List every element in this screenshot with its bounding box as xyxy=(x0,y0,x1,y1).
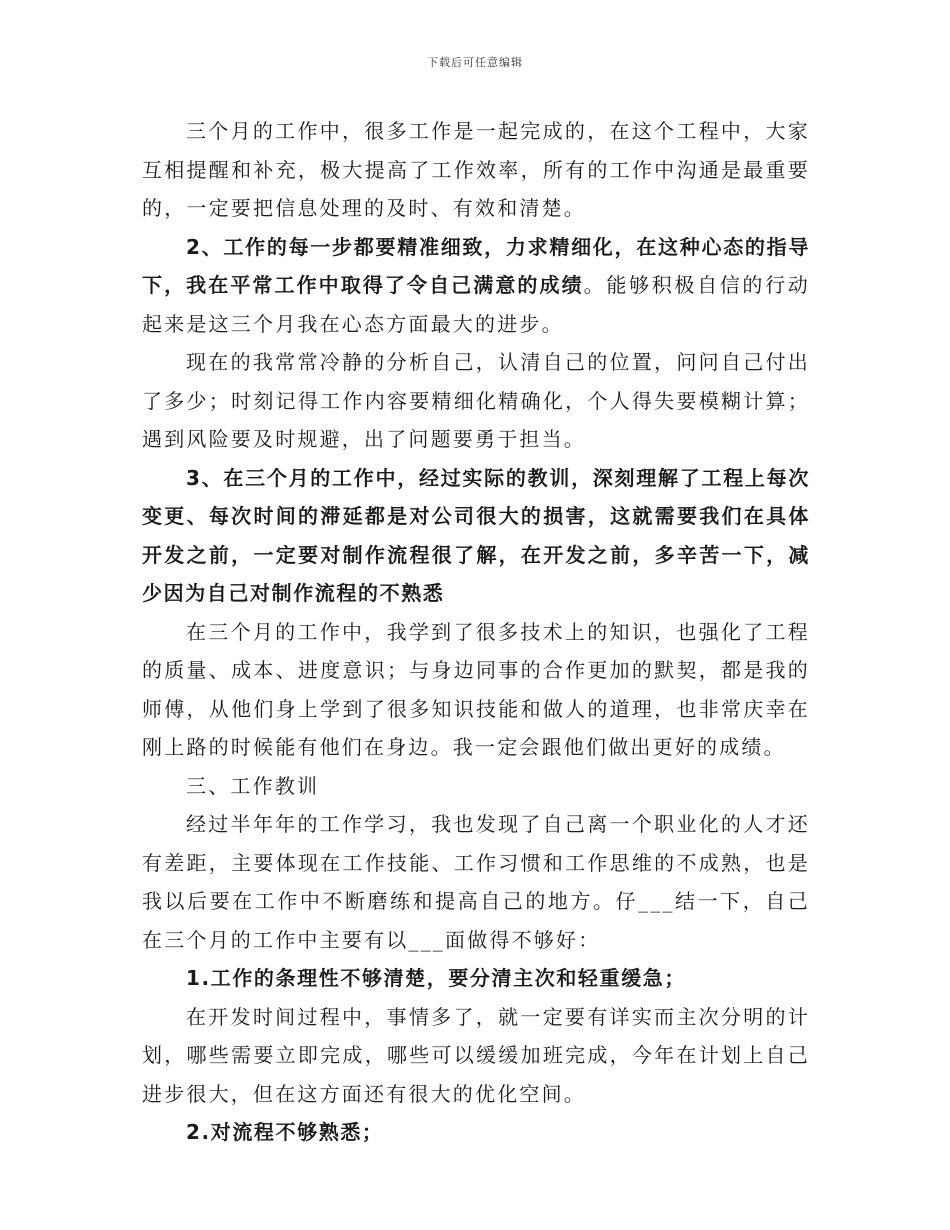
paragraph-precision xyxy=(142,228,810,344)
item-heading-organization: 1.工作的条理性不够清楚，要分清主次和轻重缓急； xyxy=(186,966,686,990)
paragraph-planning: 在开发时间过程中，事情多了，就一定要有详实而主次分明的计划，哪些需要立即完成，哪些可以缓缓加班完成，今年在计划上自己进步很大，但在这方面还有很大的优化空间。 xyxy=(142,1004,810,1106)
paragraph-learning: 在三个月的工作中，我学到了很多技术上的知识，也强化了工程的质量、成本、进度意识；与身边同事的合作更加的默契，都是我的师傅，从他们身上学到了很多知识技能和做人的道理，也非常庆幸在刚上路的时候能有他们在身边。我一定会跟他们做出更好的成绩。 xyxy=(142,619,810,759)
paragraph-lessons-bold: 3、在三个月的工作中，经过实际的教训，深刻理解了工程上每次变更、每次时间的滞延都是对公司很大的损害，这就需要我们在具体开发之前，一定要对制作流程很了解，在开发之前，多辛苦一下，减少因为自己对制作流程的不熟悉 xyxy=(142,465,810,605)
paragraph-communication: 三个月的工作中，很多工作是一起完成的，在这个工程中，大家互相提醒和补充，极大提高了工作效率，所有的工作中沟通是最重要的，一定要把信息处理的及时、有效和清楚。 xyxy=(142,119,810,220)
paragraph-shortcomings: 经过半年年的工作学习，我也发现了自己离一个职业化的人才还有差距，主要体现在工作技能、工作习惯和工作思维的不成熟，也是我以后要在工作中不断磨练和提高自己的地方。仔___结一下，自己在三个月的工作中主要有以___面做得不够好： xyxy=(142,812,810,952)
section-heading-work-lessons: 三、工作教训 xyxy=(186,773,320,798)
paragraph-precision-bold: 2、工作的每一步都要精准细致，力求精细化，在这种心态的指导下，我在平常工作中取得了令自己满意的成绩 xyxy=(142,234,810,297)
item-heading-process: 2.对流程不够熟悉； xyxy=(186,1120,384,1144)
page-header: 下载后可任意编辑 xyxy=(427,56,523,69)
document-body xyxy=(142,112,810,1152)
paragraph-self-analysis: 现在的我常常冷静的分析自己，认清自己的位置，问问自己付出了多少；时刻记得工作内容要精细化精确化，个人得失要模糊计算；遇到风险要及时规避，出了问题要勇于担当。 xyxy=(142,350,810,451)
paragraph-precision-rest: 。能够积极自信的行动起来是这三个月我在心态方面最大的进步。 xyxy=(142,273,811,336)
